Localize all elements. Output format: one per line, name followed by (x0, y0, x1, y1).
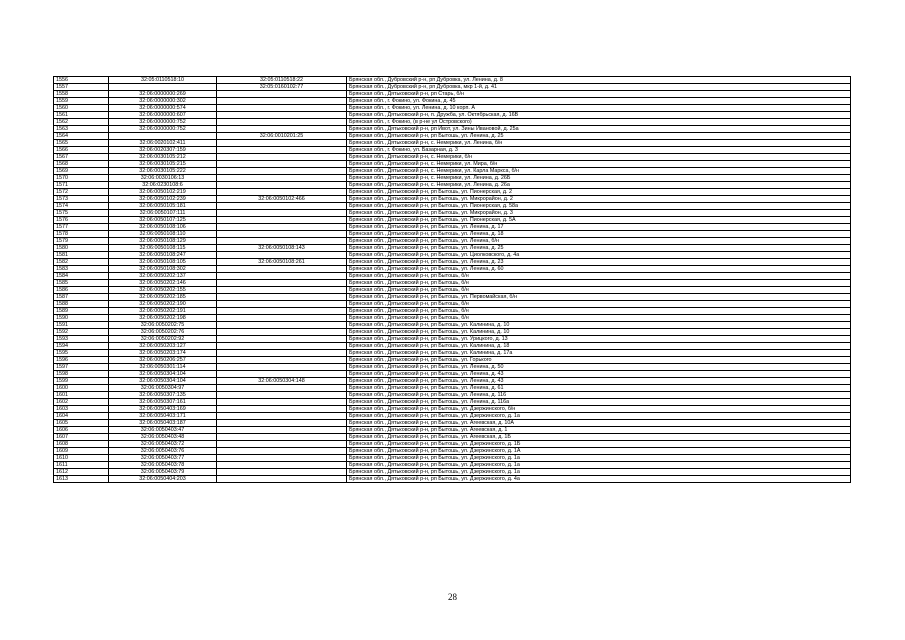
address-cell: Брянская обл., Дятьковский р-н, рп Бытошь, ул. Калинина, д. 10 (347, 329, 851, 336)
cadastral-number-2-cell (217, 154, 347, 161)
cadastral-number-cell: 32:06:0030105:222 (109, 168, 217, 175)
address-cell: Брянская обл., Дятьковский р-н, рп Бытошь, б/н (347, 280, 851, 287)
address-cell: Брянская обл., Дятьковский р-н, рп Бытошь, ул. Дзержинского, б/н (347, 406, 851, 413)
cadastral-number-cell: 32:06:0050404:203 (109, 476, 217, 483)
table-row (54, 126, 851, 133)
cadastral-number-cell: 32:06:0050304:97 (109, 385, 217, 392)
cadastral-number-cell: 32:06:0050202:191 (109, 308, 217, 315)
cadastral-number-2-cell (217, 301, 347, 308)
row-number-cell: 1582 (54, 259, 109, 266)
table-row (54, 364, 851, 371)
table-row (54, 266, 851, 273)
row-number-cell: 1563 (54, 126, 109, 133)
cadastral-number-2-cell (217, 406, 347, 413)
cadastral-number-2-cell (217, 434, 347, 441)
cadastral-number-2-cell: 32:06:0010201:25 (217, 133, 347, 140)
row-number-cell: 1575 (54, 210, 109, 217)
cadastral-number-2-cell: 32:06:0050108:143 (217, 245, 347, 252)
address-cell: Брянская обл., г. Фокино, ул. Ленина, д. 10 корп. А (347, 105, 851, 112)
row-number-cell: 1607 (54, 434, 109, 441)
table-row (54, 434, 851, 441)
cadastral-number-cell: 32:06:0050202:198 (109, 315, 217, 322)
cadastral-number-cell: 32:06:0030105:215 (109, 161, 217, 168)
table-row (54, 378, 851, 385)
table-row (54, 140, 851, 147)
table-row (54, 441, 851, 448)
cadastral-number-2-cell (217, 140, 347, 147)
row-number-cell: 1569 (54, 168, 109, 175)
cadastral-number-cell: 32:06:0050202:75 (109, 322, 217, 329)
cadastral-number-2-cell (217, 448, 347, 455)
address-cell: Брянская обл., Дятьковский р-н, рп Бытошь, ул. Пионерская, д. 5А (347, 217, 851, 224)
row-number-cell: 1603 (54, 406, 109, 413)
cadastral-number-2-cell (217, 392, 347, 399)
table-row (54, 336, 851, 343)
address-cell: Брянская обл., Дятьковский р-н, рп Бытошь, ул. Ленина, б/н (347, 238, 851, 245)
table-row (54, 350, 851, 357)
row-number-cell: 1606 (54, 427, 109, 434)
cadastral-number-2-cell (217, 294, 347, 301)
address-cell: Брянская обл., Дятьковский р-н, рп Бытошь, ул. Ленина, д. 43 (347, 378, 851, 385)
register-table (53, 76, 851, 483)
address-cell: Брянская обл., Дятьковский р-н, рп Бытошь, ул. Пионерская, д. 58а (347, 203, 851, 210)
table-row (54, 273, 851, 280)
table-row (54, 238, 851, 245)
address-cell: Брянская обл., Дятьковский р-н, рп Бытошь, ул. Ленина, д. 43 (347, 371, 851, 378)
row-number-cell: 1573 (54, 196, 109, 203)
address-cell: Брянская обл., Дятьковский р-н, рп Бытошь, ул. Ленина, д. 18 (347, 231, 851, 238)
address-cell: Брянская обл., Дятьковский р-н, рп Бытошь, ул. Урицкого, д. 13 (347, 336, 851, 343)
cadastral-number-cell: 32:06:0050202:137 (109, 273, 217, 280)
cadastral-number-2-cell (217, 322, 347, 329)
address-cell: Брянская обл., Дятьковский р-н, рп Бытошь, ул. Циолковского, д. 4а (347, 252, 851, 259)
row-number-cell: 1568 (54, 161, 109, 168)
row-number-cell: 1580 (54, 245, 109, 252)
row-number-cell: 1565 (54, 140, 109, 147)
cadastral-number-cell: 32:06:0050202:92 (109, 336, 217, 343)
address-cell: Брянская обл., Дятьковский р-н, рп Бытошь, ул. Пионерская, д. 2 (347, 189, 851, 196)
row-number-cell: 1574 (54, 203, 109, 210)
row-number-cell: 1590 (54, 315, 109, 322)
row-number-cell: 1561 (54, 112, 109, 119)
address-cell: Брянская обл., Дятьковский р-н, с. Немерики, ул. Мира, б/н (347, 161, 851, 168)
cadastral-number-cell: 32:06:0050403:47 (109, 427, 217, 434)
cadastral-number-2-cell (217, 252, 347, 259)
cadastral-number-2-cell (217, 280, 347, 287)
address-cell: Брянская обл., Дятьковский р-н, рп Бытошь, ул. Микрорайон, д. 2 (347, 196, 851, 203)
address-cell: Брянская обл., Дятьковский р-н, рп Старь, б/н (347, 91, 851, 98)
row-number-cell: 1595 (54, 350, 109, 357)
cadastral-number-2-cell (217, 315, 347, 322)
row-number-cell: 1593 (54, 336, 109, 343)
cadastral-number-cell: 32:06:0050403:72 (109, 441, 217, 448)
table-row (54, 91, 851, 98)
address-cell: Брянская обл., Дятьковский р-н, рп Бытошь, ул. Ленина, д. 25 (347, 245, 851, 252)
cadastral-number-cell: 32:06:0030106:13 (109, 175, 217, 182)
cadastral-number-2-cell (217, 91, 347, 98)
cadastral-number-2-cell (217, 469, 347, 476)
table-row (54, 413, 851, 420)
address-cell: Брянская обл., г. Фокино, ул. Базарная, д. 3 (347, 147, 851, 154)
address-cell: Брянская обл., Дятьковский р-н, рп Бытошь, ул. Агеевская, д. 1 (347, 427, 851, 434)
address-cell: Брянская обл., Дятьковский р-н, рп Ивот, ул. Зины Ивановой, д. 25а (347, 126, 851, 133)
address-cell: Брянская обл., Дятьковский р-н, рп Бытошь, б/н (347, 273, 851, 280)
cadastral-number-cell: 32:06:0050403:78 (109, 462, 217, 469)
cadastral-number-cell: 32:06:0050403:169 (109, 406, 217, 413)
row-number-cell: 1578 (54, 231, 109, 238)
cadastral-number-cell: 32:06:0050202:190 (109, 301, 217, 308)
table-row (54, 182, 851, 189)
cadastral-number-2-cell (217, 231, 347, 238)
cadastral-number-2-cell (217, 399, 347, 406)
table-row (54, 329, 851, 336)
cadastral-number-2-cell (217, 357, 347, 364)
table-row (54, 294, 851, 301)
table-row (54, 210, 851, 217)
table-row (54, 203, 851, 210)
row-number-cell: 1559 (54, 98, 109, 105)
cadastral-number-2-cell (217, 210, 347, 217)
cadastral-number-2-cell (217, 238, 347, 245)
cadastral-number-cell: 32:06:0050403:76 (109, 448, 217, 455)
cadastral-number-2-cell (217, 168, 347, 175)
cadastral-number-cell: 32:06:0050403:77 (109, 455, 217, 462)
address-cell: Брянская обл., Дятьковский р-н, рп Бытошь, ул. Агеевская, д. 1Б (347, 434, 851, 441)
address-cell: Брянская обл., Дятьковский р-н, рп Бытошь, ул. Ленина, д. 50 (347, 364, 851, 371)
table-row (54, 315, 851, 322)
table-row (54, 112, 851, 119)
table-row (54, 392, 851, 399)
cadastral-number-cell: 32:06:0050403:48 (109, 434, 217, 441)
cadastral-number-2-cell (217, 182, 347, 189)
cadastral-number-cell: 32:06:0050403:187 (109, 420, 217, 427)
table-row (54, 217, 851, 224)
table-row (54, 322, 851, 329)
cadastral-number-2-cell (217, 420, 347, 427)
row-number-cell: 1571 (54, 182, 109, 189)
table-row (54, 175, 851, 182)
table-row (54, 469, 851, 476)
row-number-cell: 1605 (54, 420, 109, 427)
table-row (54, 77, 851, 84)
cadastral-number-2-cell (217, 175, 347, 182)
cadastral-number-2-cell (217, 476, 347, 483)
row-number-cell: 1610 (54, 455, 109, 462)
address-cell: Брянская обл., Дятьковский р-н, рп Бытошь, ул. Ленина, д. 116а (347, 399, 851, 406)
row-number-cell: 1601 (54, 392, 109, 399)
table-row (54, 189, 851, 196)
cadastral-number-2-cell (217, 413, 347, 420)
row-number-cell: 1604 (54, 413, 109, 420)
table-row (54, 196, 851, 203)
cadastral-number-cell: 32:06:0050403:171 (109, 413, 217, 420)
cadastral-number-2-cell (217, 371, 347, 378)
address-cell: Брянская обл., Дятьковский р-н, рп Бытошь, ул. Ленина, д. 17 (347, 224, 851, 231)
cadastral-number-cell: 32:06:0050108:115 (109, 245, 217, 252)
row-number-cell: 1598 (54, 371, 109, 378)
cadastral-number-cell: 32:06:0020307:159 (109, 147, 217, 154)
row-number-cell: 1556 (54, 77, 109, 84)
address-cell: Брянская обл., Дятьковский р-н, рп Бытошь, ул. Ленина, д. 61 (347, 385, 851, 392)
cadastral-number-2-cell (217, 462, 347, 469)
address-cell: Брянская обл., Дятьковский р-н, рп Бытошь, ул. Ленина, д. 25 (347, 133, 851, 140)
cadastral-number-2-cell (217, 161, 347, 168)
table-row (54, 357, 851, 364)
row-number-cell: 1588 (54, 301, 109, 308)
address-cell: Брянская обл., Дятьковский р-н, рп Бытошь, ул. Калинина, д. 17а (347, 350, 851, 357)
table-row (54, 448, 851, 455)
cadastral-number-cell: 32:06:0050108:110 (109, 231, 217, 238)
cadastral-number-2-cell (217, 441, 347, 448)
table-row (54, 476, 851, 483)
address-cell: Брянская обл., г. Фокино, (в р-не ул Островского) (347, 119, 851, 126)
cadastral-number-2-cell (217, 98, 347, 105)
cadastral-number-cell: 32:06:0050307:161 (109, 399, 217, 406)
table-row (54, 455, 851, 462)
table-row (54, 399, 851, 406)
cadastral-number-2-cell (217, 385, 347, 392)
cadastral-number-2-cell (217, 427, 347, 434)
cadastral-number-2-cell (217, 203, 347, 210)
row-number-cell: 1602 (54, 399, 109, 406)
row-number-cell: 1592 (54, 329, 109, 336)
row-number-cell: 1591 (54, 322, 109, 329)
cadastral-number-cell: 32:06:0050202:185 (109, 294, 217, 301)
row-number-cell: 1566 (54, 147, 109, 154)
address-cell: Брянская обл., Дятьковский р-н, с. Немерики, ул. Ленина, д. 26Б (347, 175, 851, 182)
cadastral-number-cell: 32:06:0050108:247 (109, 252, 217, 259)
cadastral-number-2-cell (217, 266, 347, 273)
address-cell: Брянская обл., Дубровский р-н, рп Дубровка, ул. Ленина, д. 8 (347, 77, 851, 84)
cadastral-number-2-cell (217, 119, 347, 126)
address-cell: Брянская обл., Дятьковский р-н, с. Немерики, ул. Ленина, б/н (347, 140, 851, 147)
table-row (54, 259, 851, 266)
row-number-cell: 1583 (54, 266, 109, 273)
cadastral-number-2-cell (217, 329, 347, 336)
cadastral-number-2-cell (217, 147, 347, 154)
table-row (54, 301, 851, 308)
address-cell: Брянская обл., Дятьковский р-н, рп Бытошь, ул. Дзержинского, д. 1а (347, 469, 851, 476)
cadastral-number-2-cell (217, 364, 347, 371)
cadastral-number-cell: 32:06:0050108:106 (109, 224, 217, 231)
address-cell: Брянская обл., Дятьковский р-н, рп Бытошь, ул. Калинина, д. 18 (347, 343, 851, 350)
table-row (54, 105, 851, 112)
cadastral-number-cell: 32:06:0050307:135 (109, 392, 217, 399)
cadastral-number-cell: 32:06:0050108:105 (109, 259, 217, 266)
cadastral-number-cell: 32:06:0230108:6 (109, 182, 217, 189)
address-cell: Брянская обл., Дятьковский р-н, рп Бытошь, ул. Ленина, д. 23 (347, 259, 851, 266)
row-number-cell: 1600 (54, 385, 109, 392)
row-number-cell: 1597 (54, 364, 109, 371)
row-number-cell: 1587 (54, 294, 109, 301)
cadastral-number-cell: 32:06:0050202:155 (109, 287, 217, 294)
table-row (54, 133, 851, 140)
table-row (54, 371, 851, 378)
address-cell: Брянская обл., Дятьковский р-н, рп Бытошь, б/н (347, 315, 851, 322)
address-cell: Брянская обл., Дятьковский р-н, рп Бытошь, ул. Дзержинского, д. 1А (347, 448, 851, 455)
cadastral-number-cell: 32:06:0050403:79 (109, 469, 217, 476)
table-row (54, 462, 851, 469)
address-cell: Брянская обл., Дятьковский р-н, рп Бытошь, ул. Горького (347, 357, 851, 364)
cadastral-number-2-cell (217, 336, 347, 343)
cadastral-number-2-cell: 32:05:0110518:22 (217, 77, 347, 84)
register-table-body (54, 77, 851, 483)
cadastral-number-cell: 32:05:0110518:10 (109, 77, 217, 84)
row-number-cell: 1609 (54, 448, 109, 455)
table-row (54, 343, 851, 350)
table-row (54, 154, 851, 161)
table-row (54, 147, 851, 154)
address-cell: Брянская обл., Дятьковский р-н, рп Бытошь, ул. Дзержинского, д. 4а (347, 476, 851, 483)
address-cell: Брянская обл., Дятьковский р-н, с. Немерики, б/н (347, 154, 851, 161)
address-cell: Брянская обл., Дятьковский р-н, рп Бытошь, ул. Дзержинского, д. 1а (347, 413, 851, 420)
table-row (54, 308, 851, 315)
row-number-cell: 1589 (54, 308, 109, 315)
table-row (54, 231, 851, 238)
cadastral-number-2-cell: 32:06:0050108:261 (217, 259, 347, 266)
cadastral-number-2-cell (217, 273, 347, 280)
row-number-cell: 1564 (54, 133, 109, 140)
table-row (54, 224, 851, 231)
cadastral-number-cell: 32:06:0000000:574 (109, 105, 217, 112)
cadastral-number-cell: 32:06:0050203:127 (109, 343, 217, 350)
address-cell: Брянская обл., Дятьковский р-н, рп Бытошь, б/н (347, 301, 851, 308)
address-cell: Брянская обл., Дятьковский р-н, рп Бытошь, ул. Ленина, д. 116 (347, 392, 851, 399)
row-number-cell: 1581 (54, 252, 109, 259)
table-row (54, 427, 851, 434)
table-row (54, 98, 851, 105)
row-number-cell: 1611 (54, 462, 109, 469)
cadastral-number-cell: 32:06:0050202:146 (109, 280, 217, 287)
cadastral-number-2-cell (217, 343, 347, 350)
address-cell: Брянская обл., Дятьковский р-н, рп Бытошь, ул. Калинина, д. 10 (347, 322, 851, 329)
row-number-cell: 1599 (54, 378, 109, 385)
cadastral-number-cell: 32:06:0020102:411 (109, 140, 217, 147)
cadastral-number-2-cell: 32:06:0050102:466 (217, 196, 347, 203)
table-row (54, 161, 851, 168)
row-number-cell: 1567 (54, 154, 109, 161)
cadastral-number-2-cell (217, 112, 347, 119)
cadastral-number-cell: 32:06:0050206:257 (109, 357, 217, 364)
row-number-cell: 1596 (54, 357, 109, 364)
row-number-cell: 1562 (54, 119, 109, 126)
table-row (54, 385, 851, 392)
cadastral-number-2-cell (217, 455, 347, 462)
row-number-cell: 1594 (54, 343, 109, 350)
cadastral-number-2-cell (217, 189, 347, 196)
cadastral-number-cell: 32:06:0050304:104 (109, 378, 217, 385)
row-number-cell: 1558 (54, 91, 109, 98)
cadastral-number-2-cell (217, 126, 347, 133)
cadastral-number-cell: 32:06:0050102:219 (109, 189, 217, 196)
cadastral-number-cell (109, 133, 217, 140)
cadastral-number-cell: 32:06:0050108:302 (109, 266, 217, 273)
table-row (54, 406, 851, 413)
table-row (54, 84, 851, 91)
page-number: 28 (448, 592, 457, 602)
row-number-cell: 1584 (54, 273, 109, 280)
table-row (54, 245, 851, 252)
row-number-cell: 1570 (54, 175, 109, 182)
cadastral-number-2-cell (217, 350, 347, 357)
cadastral-number-cell: 32:06:0050301:114 (109, 364, 217, 371)
cadastral-number-cell: 32:06:0050107:111 (109, 210, 217, 217)
address-cell: Брянская обл., Дятьковский р-н, рп Бытошь, б/н (347, 287, 851, 294)
address-cell: Брянская обл., Дятьковский р-н, рп Бытошь, ул. Дзержинского, д. 1а (347, 462, 851, 469)
cadastral-number-cell: 32:06:0050203:174 (109, 350, 217, 357)
row-number-cell: 1577 (54, 224, 109, 231)
cadastral-number-2-cell (217, 308, 347, 315)
cadastral-number-cell: 32:06:0050102:239 (109, 196, 217, 203)
cadastral-number-2-cell: 32:06:0050304:148 (217, 378, 347, 385)
row-number-cell: 1612 (54, 469, 109, 476)
row-number-cell: 1579 (54, 238, 109, 245)
cadastral-number-cell: 32:06:0000000:607 (109, 112, 217, 119)
cadastral-number-2-cell: 32:05:0160102:77 (217, 84, 347, 91)
table-row (54, 119, 851, 126)
row-number-cell: 1586 (54, 287, 109, 294)
cadastral-number-cell: 32:06:0050202:76 (109, 329, 217, 336)
cadastral-number-cell: 32:06:0000000:752 (109, 119, 217, 126)
row-number-cell: 1576 (54, 217, 109, 224)
row-number-cell: 1557 (54, 84, 109, 91)
address-cell: Брянская обл., Дятьковский р-н, рп Бытошь, ул. Дзержинского, д. 1а (347, 455, 851, 462)
table-row (54, 287, 851, 294)
table-row (54, 420, 851, 427)
address-cell: Брянская обл., Дубровский р-н, рп Дубровка, мкр 1-й, д. 41 (347, 84, 851, 91)
address-cell: Брянская обл., Дятьковский р-н, рп Бытошь, ул. Первомайская, б/н (347, 294, 851, 301)
cadastral-number-2-cell (217, 217, 347, 224)
address-cell: Брянская обл., Дятьковский р-н, рп Бытошь, ул. Дзержинского, д. 1Б (347, 441, 851, 448)
address-cell: Брянская обл., Дятьковский р-н, с. Немерики, ул. Карла Маркса, б/н (347, 168, 851, 175)
row-number-cell: 1560 (54, 105, 109, 112)
row-number-cell: 1585 (54, 280, 109, 287)
row-number-cell: 1608 (54, 441, 109, 448)
cadastral-number-cell: 32:06:0000000:752 (109, 126, 217, 133)
address-cell: Брянская обл., Дятьковский р-н, п. Дружба, ул. Октябрьская, д. 16В (347, 112, 851, 119)
cadastral-number-cell: 32:06:0050107:125 (109, 217, 217, 224)
cadastral-number-cell: 32:06:0050304:104 (109, 371, 217, 378)
address-cell: Брянская обл., Дятьковский р-н, рп Бытошь, ул. Ленина, д. 60 (347, 266, 851, 273)
row-number-cell: 1572 (54, 189, 109, 196)
address-cell: Брянская обл., Дятьковский р-н, рп Бытошь, б/н (347, 308, 851, 315)
address-cell: Брянская обл., Дятьковский р-н, с. Немерики, ул. Ленина, д. 26а (347, 182, 851, 189)
address-cell: Брянская обл., Дятьковский р-н, рп Бытошь, ул. Агеевская, д. 10А (347, 420, 851, 427)
cadastral-number-2-cell (217, 105, 347, 112)
row-number-cell: 1613 (54, 476, 109, 483)
address-cell: Брянская обл., г. Фокино, ул. Фокина, д. 45 (347, 98, 851, 105)
cadastral-number-cell (109, 84, 217, 91)
table-row (54, 168, 851, 175)
address-cell: Брянская обл., Дятьковский р-н, рп Бытошь, ул. Микрорайон, д. 3 (347, 210, 851, 217)
cadastral-number-cell: 32:06:0050105:181 (109, 203, 217, 210)
cadastral-number-2-cell (217, 224, 347, 231)
cadastral-number-cell: 32:06:0000000:269 (109, 91, 217, 98)
cadastral-number-cell: 32:06:0050108:129 (109, 238, 217, 245)
table-row (54, 252, 851, 259)
cadastral-number-2-cell (217, 287, 347, 294)
table-row (54, 280, 851, 287)
cadastral-number-cell: 32:06:0000000:302 (109, 98, 217, 105)
cadastral-number-cell: 32:06:0030105:212 (109, 154, 217, 161)
